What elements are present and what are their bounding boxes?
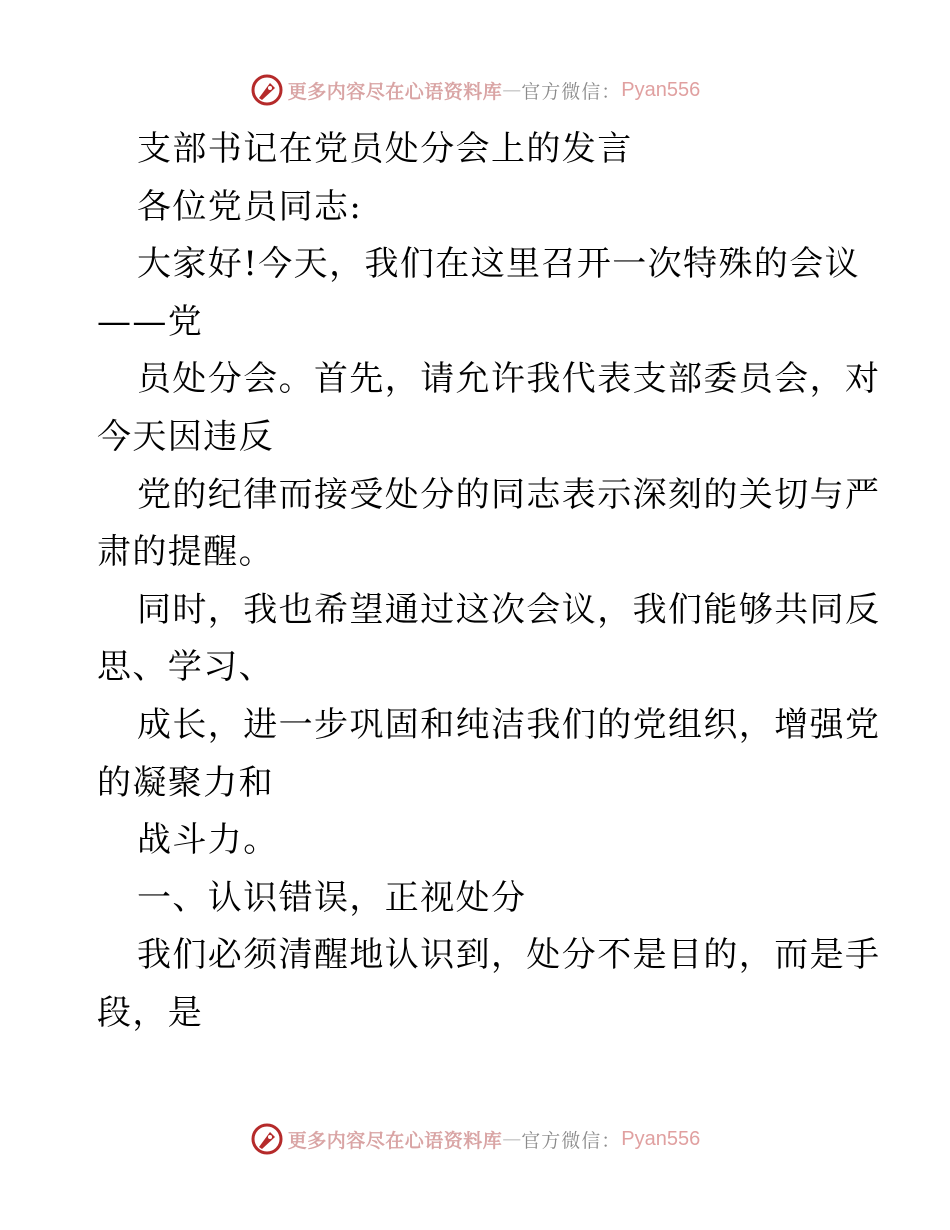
watermark-account-id: Pyan556 — [621, 78, 701, 101]
text-line: 段，是 — [97, 992, 204, 1033]
text-line: 一、认识错误，正视处分 — [137, 877, 527, 918]
text-line: 党的纪律而接受处分的同志表示深刻的关切与严 — [137, 474, 881, 515]
watermark-main-text: 更多内容尽在心语资料库 — [287, 80, 503, 103]
text-line: 战斗力。 — [137, 820, 279, 861]
text-line: 大家好!今天，我们在这里召开一次特殊的会议 — [137, 244, 861, 285]
document-body — [97, 121, 881, 1043]
header-watermark — [0, 70, 950, 110]
watermark-main-text: 更多内容尽在心语资料库 — [287, 1129, 503, 1152]
pen-nib-logo-icon — [250, 73, 284, 107]
text-line: 员处分会。首先，请允许我代表支部委员会，对 — [137, 359, 881, 400]
text-line: 同时，我也希望通过这次会议，我们能够共同反 — [137, 589, 881, 630]
watermark-official-label: 官方微信： — [521, 80, 622, 103]
watermark-separator: — — [502, 1128, 522, 1150]
text-line: 今天因违反 — [97, 416, 274, 457]
text-line: 支部书记在党员处分会上的发言 — [137, 129, 633, 169]
watermark-official-label: 官方微信： — [521, 1129, 622, 1152]
watermark-account-id: Pyan556 — [621, 1127, 701, 1150]
watermark-separator: — — [502, 79, 522, 101]
text-line: 各位党员同志: — [137, 186, 363, 227]
text-line: 的凝聚力和 — [97, 762, 274, 803]
text-line: ——党 — [97, 301, 204, 342]
text-line: 成长，进一步巩固和纯洁我们的党组织，增强党 — [137, 704, 881, 745]
footer-watermark — [0, 1119, 950, 1159]
text-line: 我们必须清醒地认识到，处分不是目的，而是手 — [137, 935, 881, 976]
text-line: 肃的提醒。 — [97, 532, 274, 573]
pen-nib-logo-icon — [250, 1122, 284, 1156]
text-line: 思、学习、 — [97, 647, 274, 688]
